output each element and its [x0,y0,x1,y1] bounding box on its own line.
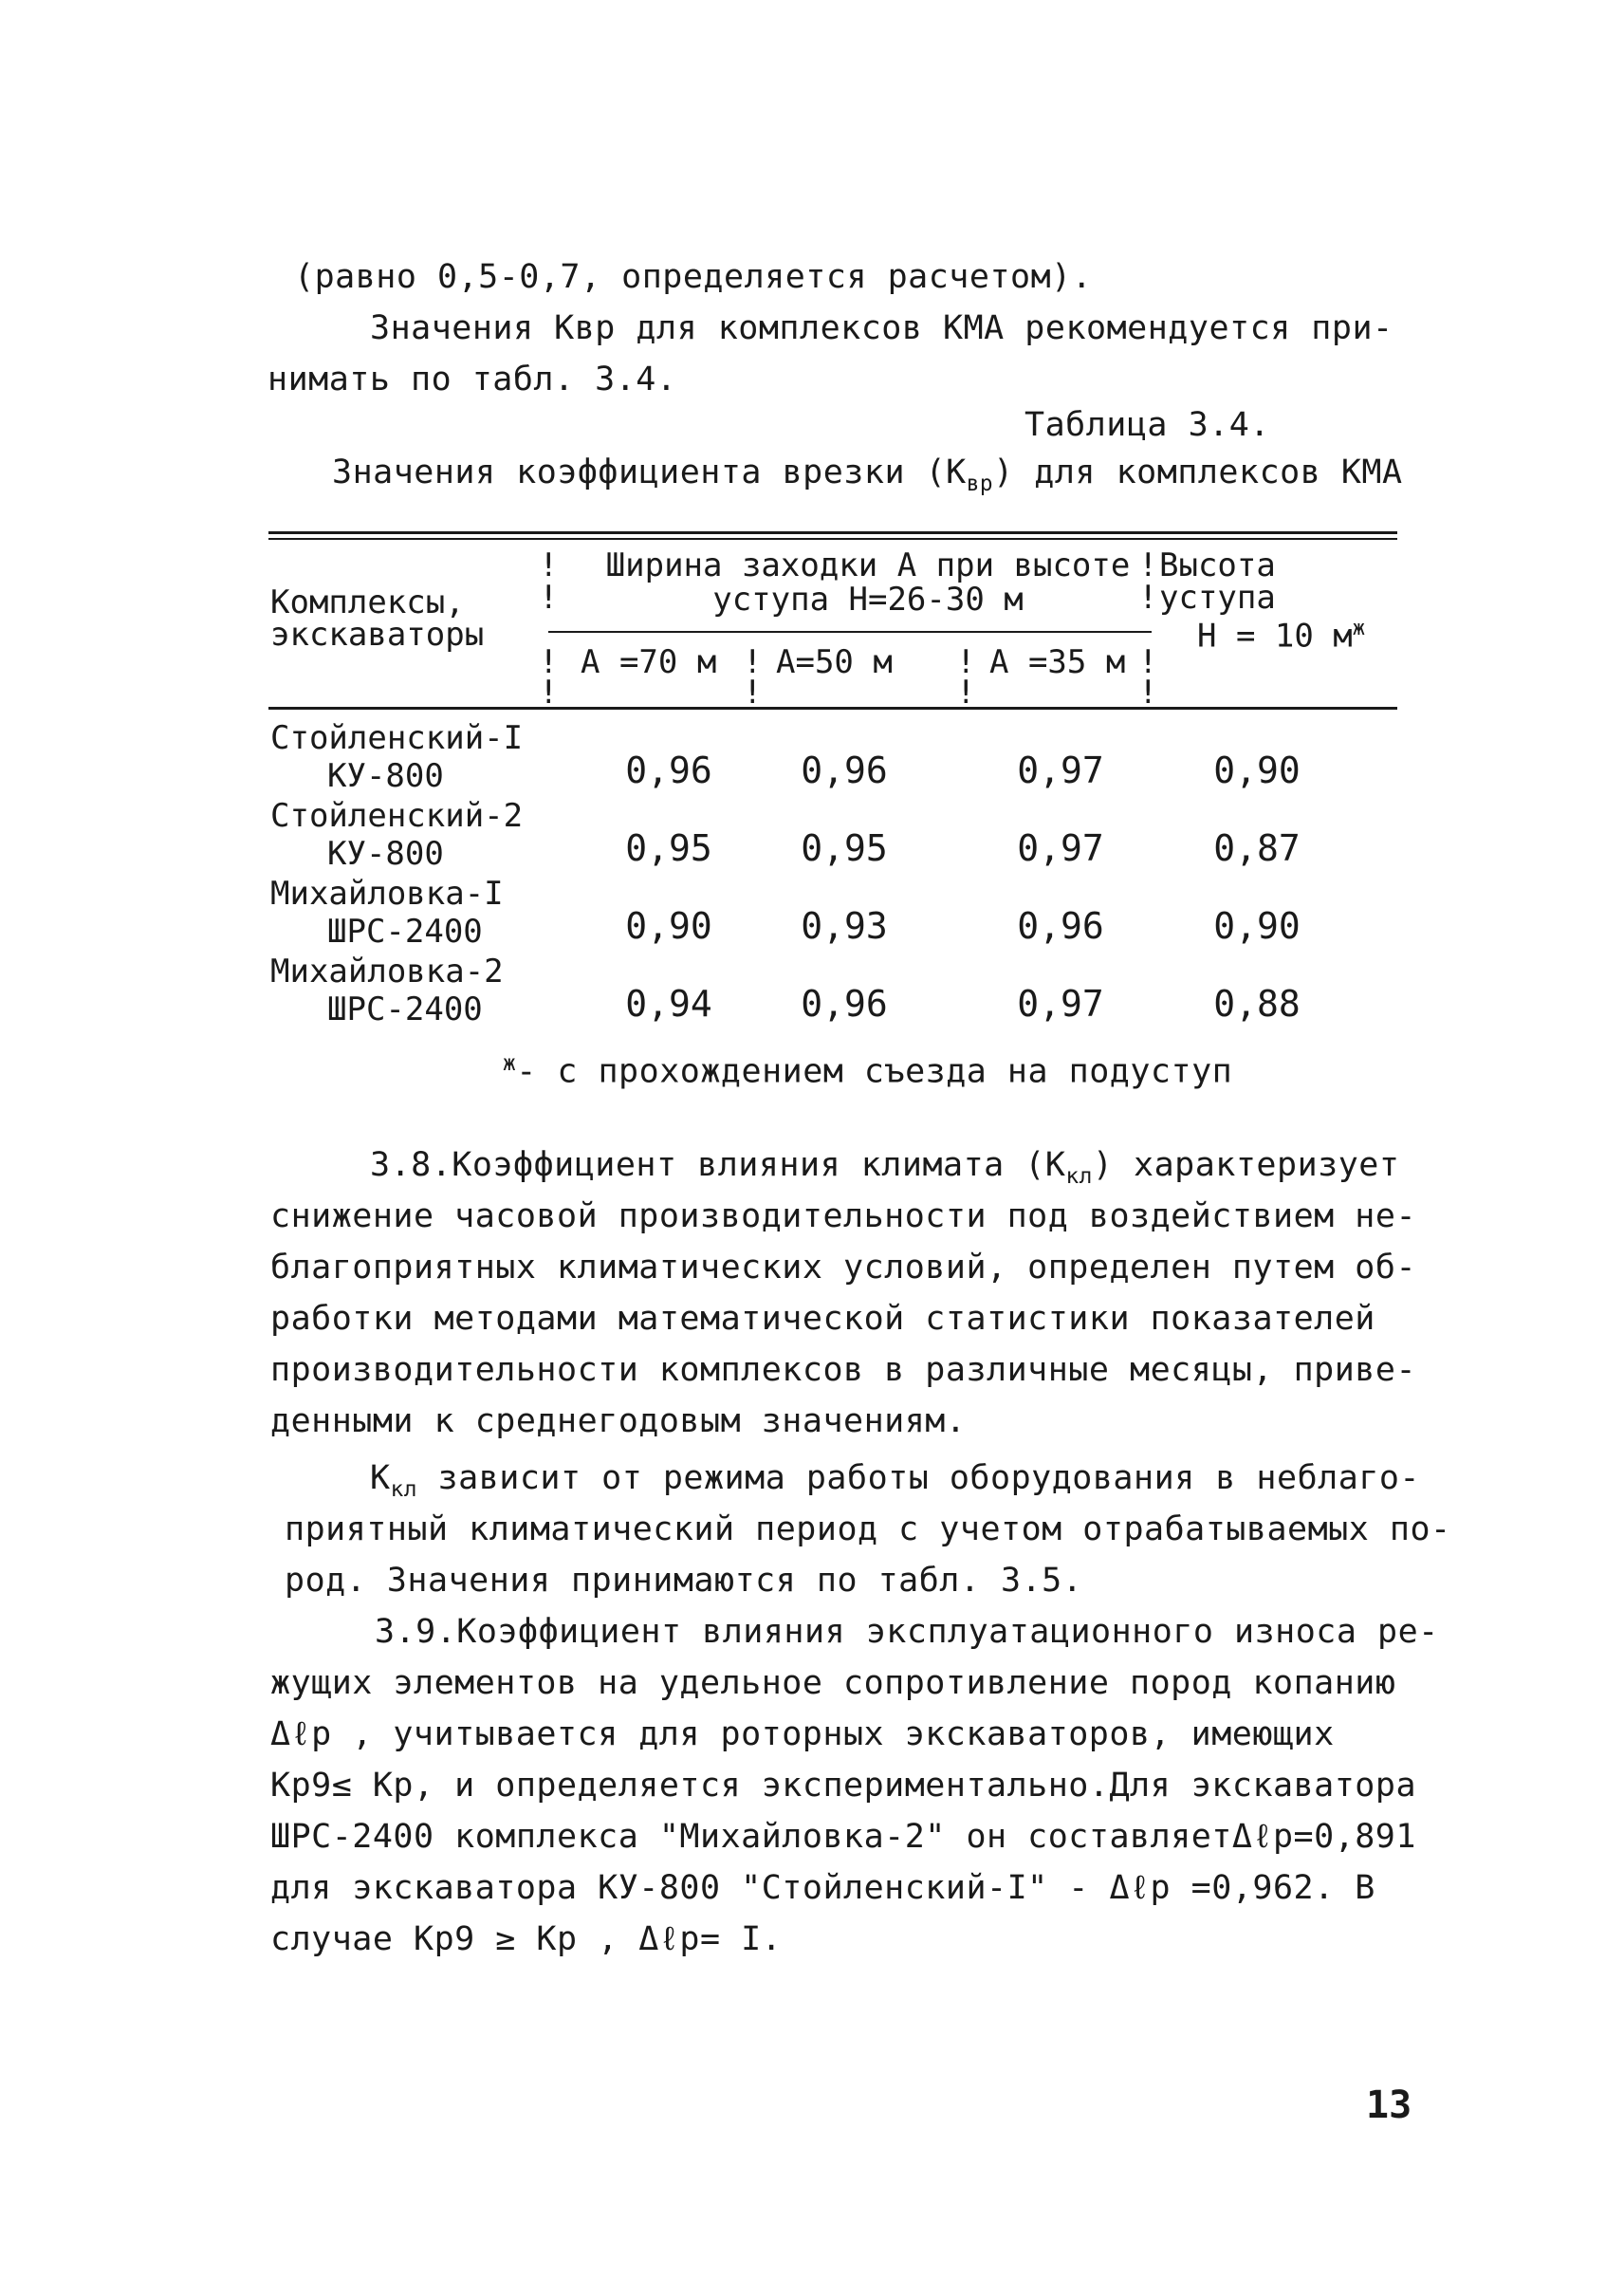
row-excavator: КУ-800 [327,757,444,795]
header-height-line-2: уступа [1159,579,1276,617]
p39-line-4: Кр9≤ Кр, и определяется экспериментально.Для экскаватора [270,1767,1417,1805]
table-footnote: $^ж$- с прохождением съезда на подуступ [503,1051,1233,1091]
cell-a35: 0,97 [1017,750,1104,791]
divider-mark: ! [743,643,763,681]
intro-line-3: нимать по табл. 3.4. [268,361,677,398]
p38-line-3: благоприятных климатических условий, определен путем об- [270,1249,1417,1287]
header-height-line-1: Высота [1159,546,1276,584]
p39-line-5: ШРС-2400 комплекса "Михайловка-2" он составляетΔℓр=0,891 [270,1818,1416,1856]
table-header-rule [268,707,1397,710]
divider-mark: ! [1138,674,1158,712]
p38-line-5: производительности комплексов в различные месяцы, приве- [270,1351,1417,1389]
page-number: 13 [1366,2083,1412,2127]
cell-a35: 0,97 [1017,983,1104,1025]
p38b-line-3: род. Значения принимаются по табл. 3.5. [285,1562,1083,1600]
header-a35: А =35 м [989,643,1126,681]
header-height-line-3: Н = 10 $м^ж$ [1197,616,1366,656]
divider-mark: ! [743,674,763,712]
intro-line-2: Значения Квр для комплексов КМА рекомендуется при- [370,309,1393,347]
divider-mark: ! [1138,546,1158,584]
p39-line-1: 3.9.Коэффициент влияния эксплуатационного износа ре- [375,1613,1439,1651]
divider-mark: ! [539,643,559,681]
p38-line-1: 3.8.Коэффициент влияния климата $(К_{кл})$ характеризует [370,1146,1400,1189]
p39-line-3: Δℓр , учитывается для роторных экскаваторов, имеющих [270,1715,1335,1753]
cell-a35: 0,96 [1017,905,1104,947]
p38-line-2: снижение часовой производительности под воздействием не- [270,1197,1417,1235]
p38-line-4: работки методами математической статистики показателей [270,1300,1375,1338]
divider-mark: ! [539,674,559,712]
p38b-line-2: приятный климатический период с учетом отрабатываемых по- [285,1510,1451,1548]
cell-h10: 0,90 [1213,905,1301,947]
cell-a70: 0,90 [625,905,712,947]
p39-line-7: случае Кр9 ≥ Кр , Δℓр= I. [270,1920,783,1958]
row-complex: Стойленский-I [270,719,524,757]
table-subheader-rule [548,631,1152,633]
table-title: Значения коэффициента врезки $(К_{вр})$ для комплексов КМА [332,454,1403,496]
table-top-rule [268,531,1397,534]
cell-a50: 0,93 [801,905,888,947]
p39-line-6: для экскаватора КУ-800 "Стойленский-I" - Δℓр =0,962. В [270,1869,1375,1907]
cell-a50: 0,96 [801,983,888,1025]
intro-line-1: (равно 0,5-0,7, определяется расчетом). [294,258,1093,296]
divider-mark: ! [539,546,559,584]
divider-mark: ! [956,674,976,712]
row-complex: Стойленский-2 [270,797,524,835]
cell-h10: 0,90 [1213,750,1301,791]
header-a70: А =70 м [581,643,717,681]
cell-h10: 0,87 [1213,827,1301,869]
cell-a70: 0,95 [625,827,712,869]
cell-a35: 0,97 [1017,827,1104,869]
cell-a70: 0,96 [625,750,712,791]
header-complexes: Комплексы, экскаваторы [270,583,485,654]
row-complex: Михайловка-2 [270,953,504,991]
row-excavator: ШРС-2400 [327,913,483,951]
header-width-group: Ширина заходки А при высоте уступа Н=26-30 м [605,546,1131,619]
table-top-rule-2 [268,538,1397,540]
cell-a50: 0,96 [801,750,888,791]
row-excavator: КУ-800 [327,835,444,873]
cell-a70: 0,94 [625,983,712,1025]
divider-mark: ! [956,643,976,681]
header-a50: А=50 м [776,643,893,681]
p38-line-6: денными к среднегодовым значениям. [270,1402,967,1440]
divider-mark: ! [539,579,559,617]
cell-a50: 0,95 [801,827,888,869]
row-excavator: ШРС-2400 [327,991,483,1028]
divider-mark: ! [1138,643,1158,681]
p39-line-2: жущих элементов на удельное сопротивление пород копанию [270,1664,1396,1702]
p38b-line-1: $К_{кл}$ зависит от режима работы оборудования в неблаго- [370,1459,1421,1502]
table-label: Таблица 3.4. [1024,406,1270,444]
divider-mark: ! [1138,579,1158,617]
row-complex: Михайловка-I [270,875,504,913]
cell-h10: 0,88 [1213,983,1301,1025]
